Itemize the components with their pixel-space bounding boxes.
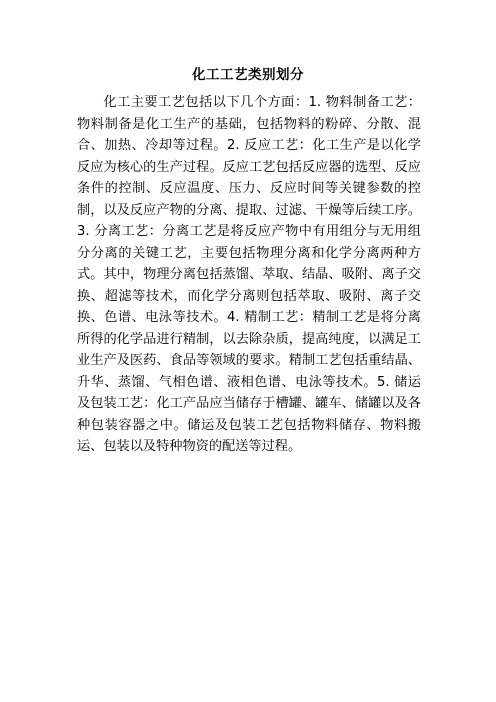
document-body-paragraph: 化工主要工艺包括以下几个方面：1. 物料制备工艺：物料制备是化工生产的基础，包括物料的粉碎、分散、混合、加热、冷却等过程。2. 反应工艺：化工生产是以化学反应为核心的生产过程。反应工艺包括反应器的选型、反应条件的控制、反应温度、压力、反应时间等关键参数的控制，以及反应产物的分离、提取、过滤、干燥等后续工序。3. 分离工艺：分离工艺是将反应产物中有用组分与无用组分分离的关键工艺，主要包括物理分离和化学分离两种方式。其中，物理分离包括蒸馏、萃取、结晶、吸附、离子交换、超滤等技术，而化学分离则包括萃取、吸附、离子交换、色谱、电泳等技术。4. 精制工艺：精制工艺是将分离所得的化学品进行精制，以去除杂质，提高纯度，以满足工业生产及医药、食品等领域的要求。精制工艺包括重结晶、升华、蒸馏、气相色谱、液相色谱、电泳等技术。5. 储运及包装工艺：化工产品应当储存于槽罐、罐车、储罐以及各种包装容器之中。储运及包装工艺包括物料储存、物料搬运、包装以及特种物资的配送等过程。 (77, 95, 421, 454)
document-title: 化工工艺类别划分 (192, 67, 304, 83)
